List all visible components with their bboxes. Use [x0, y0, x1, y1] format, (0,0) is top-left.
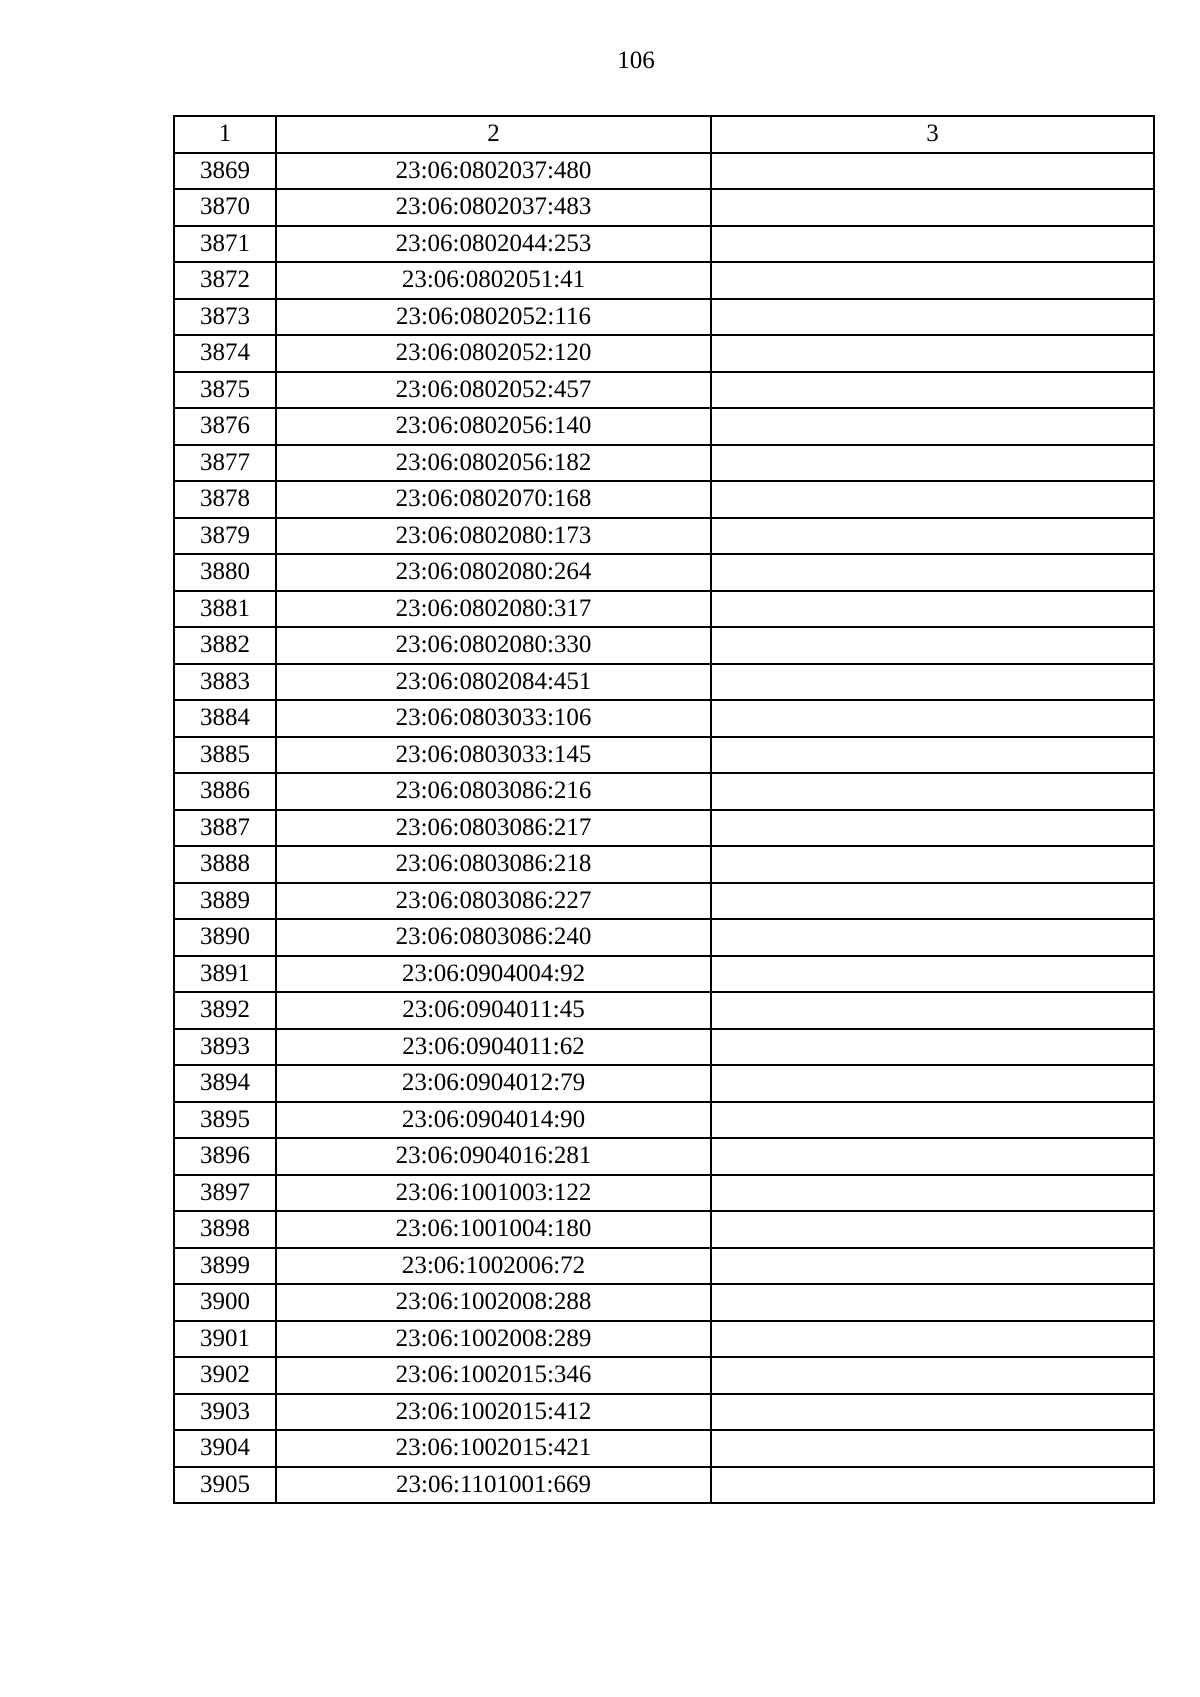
table-row	[174, 919, 1154, 956]
table-row	[174, 1175, 1154, 1212]
row-number-cell: 3902	[174, 1357, 276, 1394]
notes-cell	[711, 1321, 1154, 1358]
page-number: 106	[617, 47, 655, 74]
row-number-cell: 3879	[174, 518, 276, 555]
table-row	[174, 262, 1154, 299]
cadastral-number-table	[173, 115, 1155, 1504]
notes-cell	[711, 335, 1154, 372]
cadastral-number-cell: 23:06:1002015:346	[276, 1357, 711, 1394]
table-row	[174, 372, 1154, 409]
table-row	[174, 1102, 1154, 1139]
table-row	[174, 846, 1154, 883]
row-number-cell: 3873	[174, 299, 276, 336]
row-number-cell: 3876	[174, 408, 276, 445]
notes-cell	[711, 1065, 1154, 1102]
cadastral-number-cell: 23:06:0802084:451	[276, 664, 711, 701]
notes-cell	[711, 408, 1154, 445]
row-number-cell: 3905	[174, 1467, 276, 1504]
cadastral-number-cell: 23:06:1002006:72	[276, 1248, 711, 1285]
row-number-cell: 3885	[174, 737, 276, 774]
notes-cell	[711, 299, 1154, 336]
notes-cell	[711, 1029, 1154, 1066]
table-row	[174, 700, 1154, 737]
notes-cell	[711, 189, 1154, 226]
cadastral-number-cell: 23:06:0803086:217	[276, 810, 711, 847]
cadastral-number-cell: 23:06:1101001:669	[276, 1467, 711, 1504]
notes-cell	[711, 810, 1154, 847]
cadastral-number-cell: 23:06:0803086:227	[276, 883, 711, 920]
cadastral-number-cell: 23:06:1002015:412	[276, 1394, 711, 1431]
notes-cell	[711, 1138, 1154, 1175]
table-row	[174, 408, 1154, 445]
row-number-cell: 3870	[174, 189, 276, 226]
row-number-cell: 3903	[174, 1394, 276, 1431]
cadastral-number-cell: 23:06:0803086:218	[276, 846, 711, 883]
row-number-cell: 3896	[174, 1138, 276, 1175]
notes-cell	[711, 700, 1154, 737]
table-row	[174, 1284, 1154, 1321]
notes-cell	[711, 1211, 1154, 1248]
table-row	[174, 1065, 1154, 1102]
row-number-cell: 3875	[174, 372, 276, 409]
cadastral-number-cell: 23:06:0802037:483	[276, 189, 711, 226]
cadastral-number-cell: 23:06:0803086:240	[276, 919, 711, 956]
cadastral-number-cell: 23:06:1002008:288	[276, 1284, 711, 1321]
table-row	[174, 1467, 1154, 1504]
cadastral-number-cell: 23:06:0904012:79	[276, 1065, 711, 1102]
cadastral-number-cell: 23:06:0802080:264	[276, 554, 711, 591]
row-number-cell: 3884	[174, 700, 276, 737]
notes-cell	[711, 554, 1154, 591]
table-row	[174, 1357, 1154, 1394]
table-row	[174, 992, 1154, 1029]
table-row	[174, 554, 1154, 591]
column-header-1: 1	[174, 116, 276, 153]
cadastral-number-cell: 23:06:0904011:45	[276, 992, 711, 1029]
notes-cell	[711, 226, 1154, 263]
row-number-cell: 3874	[174, 335, 276, 372]
notes-cell	[711, 1102, 1154, 1139]
table-row	[174, 956, 1154, 993]
cadastral-number-cell: 23:06:0803086:216	[276, 773, 711, 810]
table-row	[174, 1138, 1154, 1175]
notes-cell	[711, 919, 1154, 956]
table-row	[174, 1029, 1154, 1066]
table-row	[174, 627, 1154, 664]
table-row	[174, 1248, 1154, 1285]
column-header-2: 2	[276, 116, 711, 153]
table-row	[174, 153, 1154, 190]
row-number-cell: 3894	[174, 1065, 276, 1102]
row-number-cell: 3888	[174, 846, 276, 883]
row-number-cell: 3900	[174, 1284, 276, 1321]
table-row	[174, 518, 1154, 555]
row-number-cell: 3887	[174, 810, 276, 847]
row-number-cell: 3872	[174, 262, 276, 299]
cadastral-number-cell: 23:06:0802070:168	[276, 481, 711, 518]
table-row	[174, 737, 1154, 774]
table-header	[174, 116, 1154, 153]
table-row	[174, 664, 1154, 701]
notes-cell	[711, 372, 1154, 409]
table-row	[174, 1430, 1154, 1467]
row-number-cell: 3889	[174, 883, 276, 920]
cadastral-number-cell: 23:06:0802037:480	[276, 153, 711, 190]
notes-cell	[711, 664, 1154, 701]
row-number-cell: 3901	[174, 1321, 276, 1358]
cadastral-number-cell: 23:06:1002008:289	[276, 1321, 711, 1358]
notes-cell	[711, 1394, 1154, 1431]
row-number-cell: 3891	[174, 956, 276, 993]
notes-cell	[711, 1175, 1154, 1212]
notes-cell	[711, 1248, 1154, 1285]
cadastral-number-cell: 23:06:0803033:145	[276, 737, 711, 774]
notes-cell	[711, 518, 1154, 555]
cadastral-number-cell: 23:06:0802080:317	[276, 591, 711, 628]
cadastral-number-cell: 23:06:0802052:120	[276, 335, 711, 372]
notes-cell	[711, 992, 1154, 1029]
notes-cell	[711, 737, 1154, 774]
cadastral-number-cell: 23:06:0802080:173	[276, 518, 711, 555]
notes-cell	[711, 1357, 1154, 1394]
notes-cell	[711, 1467, 1154, 1504]
row-number-cell: 3886	[174, 773, 276, 810]
row-number-cell: 3871	[174, 226, 276, 263]
table-row	[174, 335, 1154, 372]
table-row	[174, 591, 1154, 628]
table-row	[174, 773, 1154, 810]
row-number-cell: 3890	[174, 919, 276, 956]
table-row	[174, 445, 1154, 482]
cadastral-number-cell: 23:06:0802052:116	[276, 299, 711, 336]
row-number-cell: 3869	[174, 153, 276, 190]
row-number-cell: 3895	[174, 1102, 276, 1139]
row-number-cell: 3897	[174, 1175, 276, 1212]
notes-cell	[711, 445, 1154, 482]
notes-cell	[711, 481, 1154, 518]
cadastral-number-cell: 23:06:0802052:457	[276, 372, 711, 409]
table-row	[174, 481, 1154, 518]
notes-cell	[711, 1284, 1154, 1321]
cadastral-number-cell: 23:06:0904004:92	[276, 956, 711, 993]
cadastral-number-cell: 23:06:0904011:62	[276, 1029, 711, 1066]
table-row	[174, 1211, 1154, 1248]
row-number-cell: 3883	[174, 664, 276, 701]
row-number-cell: 3880	[174, 554, 276, 591]
notes-cell	[711, 956, 1154, 993]
table-row	[174, 226, 1154, 263]
notes-cell	[711, 153, 1154, 190]
row-number-cell: 3878	[174, 481, 276, 518]
cadastral-number-cell: 23:06:0802056:182	[276, 445, 711, 482]
cadastral-number-cell: 23:06:0904014:90	[276, 1102, 711, 1139]
table-row	[174, 189, 1154, 226]
notes-cell	[711, 846, 1154, 883]
row-number-cell: 3882	[174, 627, 276, 664]
notes-cell	[711, 773, 1154, 810]
cadastral-number-cell: 23:06:0803033:106	[276, 700, 711, 737]
cadastral-number-cell: 23:06:0802044:253	[276, 226, 711, 263]
row-number-cell: 3904	[174, 1430, 276, 1467]
notes-cell	[711, 627, 1154, 664]
notes-cell	[711, 1430, 1154, 1467]
table-row	[174, 810, 1154, 847]
notes-cell	[711, 591, 1154, 628]
row-number-cell: 3881	[174, 591, 276, 628]
column-header-3: 3	[711, 116, 1154, 153]
table-row	[174, 1321, 1154, 1358]
table-row	[174, 299, 1154, 336]
cadastral-number-cell: 23:06:0802080:330	[276, 627, 711, 664]
cadastral-number-cell: 23:06:0904016:281	[276, 1138, 711, 1175]
notes-cell	[711, 883, 1154, 920]
cadastral-number-cell: 23:06:1001003:122	[276, 1175, 711, 1212]
table-body	[174, 153, 1154, 1504]
header-row	[174, 116, 1154, 153]
row-number-cell: 3898	[174, 1211, 276, 1248]
row-number-cell: 3899	[174, 1248, 276, 1285]
row-number-cell: 3892	[174, 992, 276, 1029]
cadastral-number-cell: 23:06:1002015:421	[276, 1430, 711, 1467]
table-row	[174, 1394, 1154, 1431]
table-row	[174, 883, 1154, 920]
row-number-cell: 3877	[174, 445, 276, 482]
cadastral-number-cell: 23:06:1001004:180	[276, 1211, 711, 1248]
cadastral-number-cell: 23:06:0802051:41	[276, 262, 711, 299]
row-number-cell: 3893	[174, 1029, 276, 1066]
cadastral-number-cell: 23:06:0802056:140	[276, 408, 711, 445]
notes-cell	[711, 262, 1154, 299]
